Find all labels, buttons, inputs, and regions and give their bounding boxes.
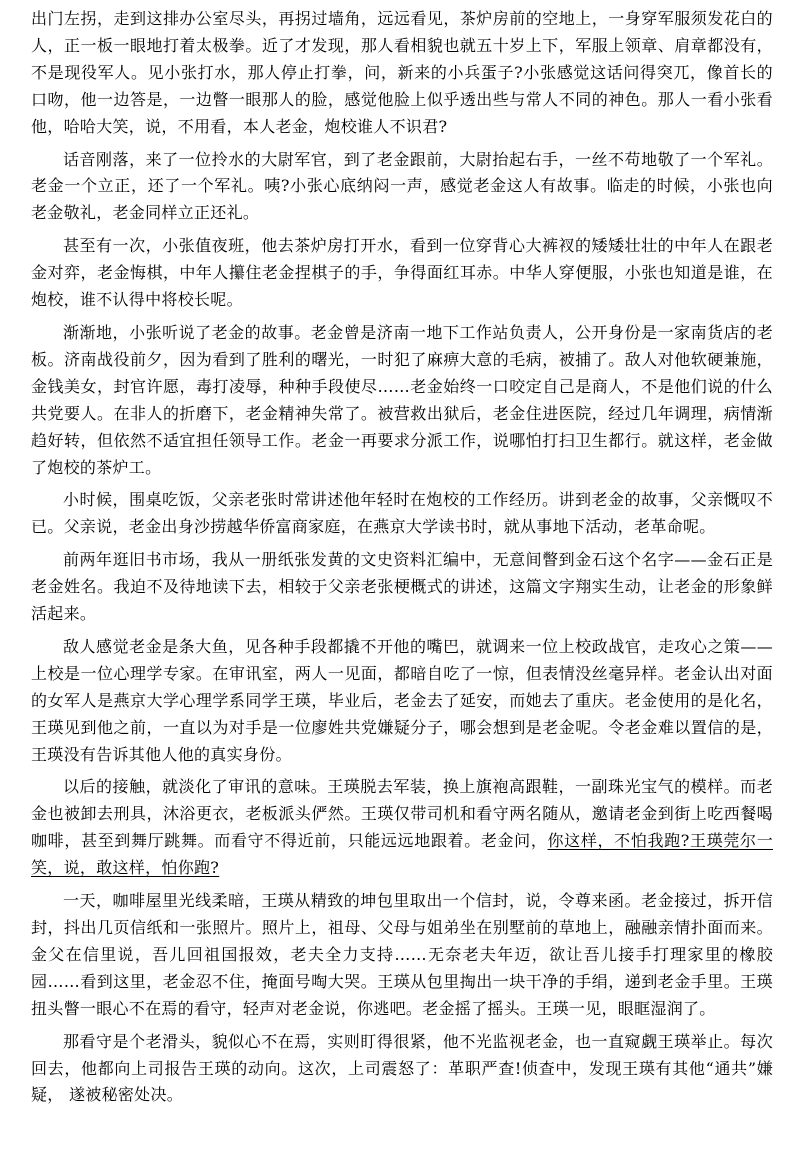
paragraph-3: 甚至有一次，小张值夜班，他去茶炉房打开水，看到一位穿背心大裤衩的矮矮壮壮的中年人在跟老金对弈，老金悔棋，中年人攥住老金捏棋子的手，争得面红耳赤。中华人穿便服，小张也知道是谁，在炮校，谁不认得中将校长呢。	[31, 236, 773, 310]
paragraph-7: 敌人感觉老金是条大鱼，见各种手段都撬不开他的嘴巴，就调来一位上校政战官，走攻心之策——上校是一位心理学专家。在审讯室，两人一见面，都暗自吃了一惊，但表情没丝毫异样。老金认出对面的女军人是燕京大学心理学系同学王瑛，毕业后，老金去了延安，而她去了重庆。老金使用的是化名，王瑛见到他之前，一直以为对手是一位廖姓共党嫌疑分子，哪会想到是老金呢。令老金难以置信的是，王瑛没有告诉其他人他的真实身份。	[31, 636, 773, 764]
paragraph-8-text: 以后的接触，就淡化了审讯的意味。王瑛脱去军装，换上旗袍高跟鞋，一副珠光宝气的模样。而老金也被卸去刑具，沐浴更衣，老板派头俨然。王瑛仅带司机和看守两名随从，邀请老金到街上吃西餐喝咖啡，甚至到舞厅跳舞。而看守不得近前，只能远远地跟着。老金问，	[31, 777, 773, 851]
document-page	[31, 6, 773, 1115]
paragraph-9: 一天，咖啡屋里光线柔暗，王瑛从精致的坤包里取出一个信封，说，令尊来函。老金接过，拆开信封，抖出几页信纸和一张照片。照片上，祖母、父母与姐弟坐在别墅前的草地上，融融亲情扑面而来。金父在信里说，吾儿回祖国报效，老夫全力支持……无奈老夫年迈，欲让吾儿接手打理家里的橡胶园……看到这里，老金忍不住，掩面号啕大哭。王瑛从包里掏出一块干净的手绢，递到老金手里。王瑛扭头瞥一眼心不在焉的看守，轻声对老金说，你逃吧。老金摇了摇头。王瑛一见，眼眶湿润了。	[31, 891, 773, 1018]
paragraph-5: 小时候，围桌吃饭，父亲老张时常讲述他年轻时在炮校的工作经历。讲到老金的故事，父亲慨叹不已。父亲说，老金出身沙捞越华侨富商家庭，在燕京大学读书时，就从事地下活动，老革命呢。	[31, 490, 773, 537]
underlined-dialogue: 你这样，不怕我跑?王瑛莞尔一笑，说，敢这样，怕你跑?	[31, 831, 773, 878]
paragraph-4: 渐渐地，小张听说了老金的故事。老金曾是济南一地下工作站负责人，公开身份是一家南货店的老板。济南战役前夕，因为看到了胜利的曙光，一时犯了麻痹大意的毛病，被捕了。敌人对他软硬兼施，金钱美女，封官许愿，毒打凌辱，种种手段使尽……老金始终一口咬定自己是商人，不是他们说的什么共党要人。在非人的折磨下，老金精神失常了。被营救出狱后，老金住进医院，经过几年调理，病情渐趋好转，但依然不适宜担任领导工作。老金一再要求分派工作，说哪怕打扫卫生都行。就这样，老金做了炮校的茶炉工。	[31, 322, 773, 477]
paragraph-1: 出门左拐，走到这排办公室尽头，再拐过墙角，远远看见，茶炉房前的空地上，一身穿军服须发花白的人，正一板一眼地打着太极拳。近了才发现，那人看相貌也就五十岁上下，军服上领章、肩章都没有，不是现役军人。见小张打水，那人停止打拳，问，新来的小兵蛋子?小张感觉这话问得突兀，像首长的口吻，他一边答是，一边瞥一眼那人的脸，感觉他脸上似乎透出些与常人不同的神色。那人一看小张看他，哈哈大笑，说，不用看，本人老金，炮校谁人不识君?	[31, 9, 773, 136]
paragraph-6: 前两年逛旧书市场，我从一册纸张发黄的文史资料汇编中，无意间瞥到金石这个名字——金石正是老金姓名。我迫不及待地读下去，相较于父亲老张梗概式的讲述，这篇文字翔实生动，让老金的形象鲜活起来。	[31, 550, 773, 624]
paragraph-2: 话音刚落，来了一位拎水的大尉军官，到了老金跟前，大尉抬起右手，一丝不苟地敬了一个军礼。老金一个立正，还了一个军礼。咦?小张心底纳闷一声，感觉老金这人有故事。临走的时候，小张也向老金敬礼，老金同样立正还礼。	[31, 149, 773, 223]
paragraph-10: 那看守是个老滑头，貌似心不在焉，实则盯得很紧，他不光监视老金，也一直窥觑王瑛举止。每次回去，他都向上司报告王瑛的动向。这次，上司震怒了：革职严查!侦查中，发现王瑛有其他“通共”嫌疑， 遂被秘密处决。	[31, 1031, 773, 1105]
paragraph-8	[31, 774, 773, 882]
